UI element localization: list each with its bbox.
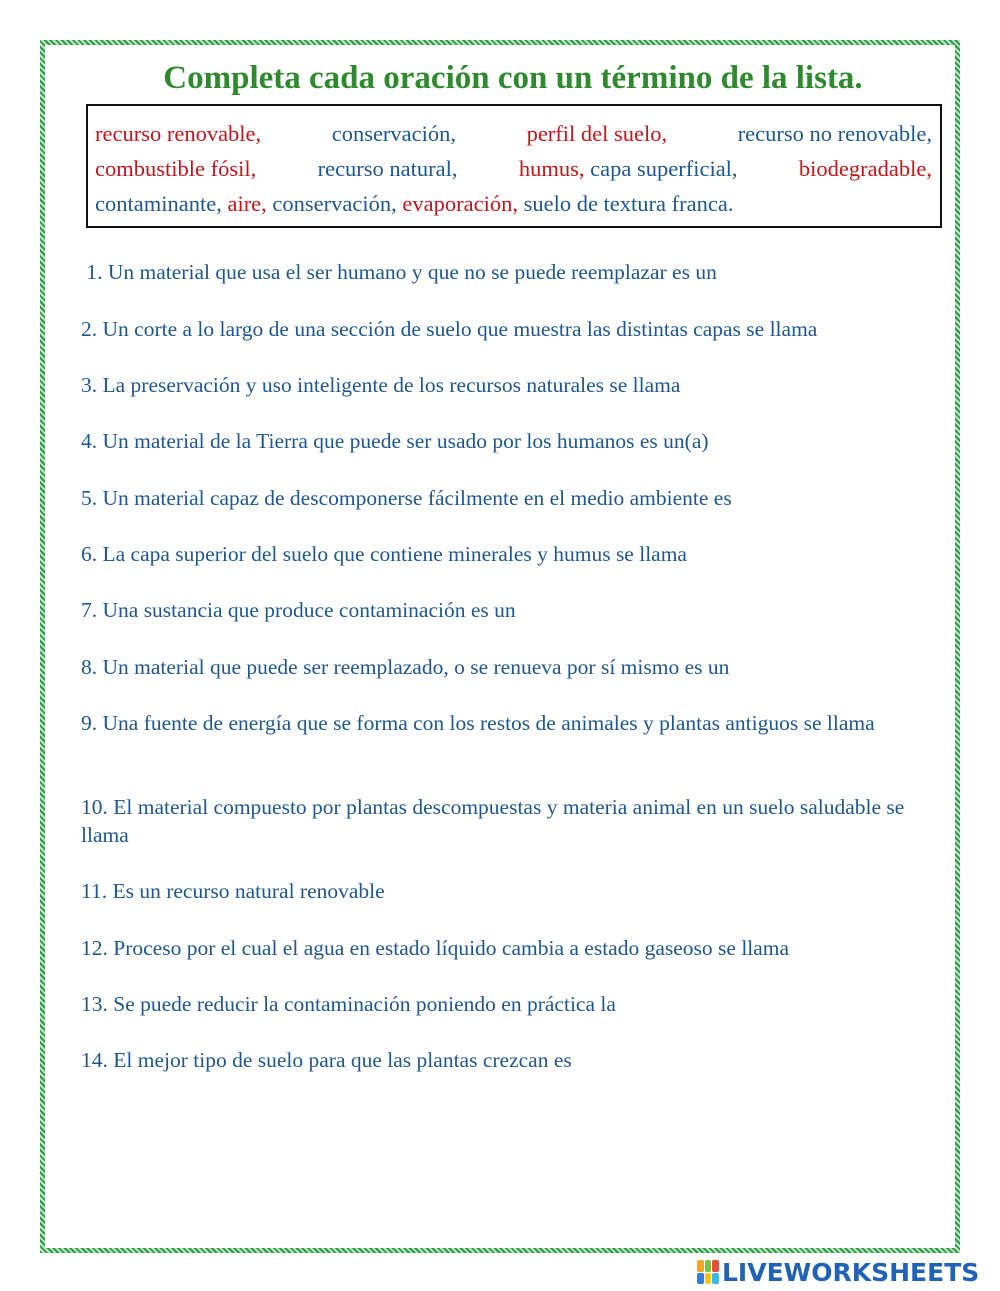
word-bank-line-2 (95, 151, 932, 186)
liveworksheets-brand (697, 1259, 979, 1285)
logo-tile (705, 1260, 712, 1272)
term-humus: humus, (518, 156, 585, 181)
question-5: 5. Un material capaz de descomponerse fácilmente en el medio ambiente es (81, 486, 732, 510)
question-10: 10. El material compuesto por plantas descompuestas y materia animal en un suelo saludable se llama (81, 795, 905, 847)
term-contaminante: contaminante, (95, 191, 222, 216)
logo-tile (712, 1273, 719, 1285)
question-12: 12. Proceso por el cual el agua en estado líquido cambia a estado gaseoso se llama (81, 936, 790, 960)
term-biodegradable: biodegradable, (798, 156, 932, 181)
term-perfil-del-suelo: perfil del suelo, (526, 121, 668, 146)
logo-text: LIVEWORKSHEETS (722, 1257, 980, 1287)
question-13: 13. Se puede reducir la contaminación poniendo en práctica la (81, 992, 616, 1016)
question-14: 14. El mejor tipo de suelo para que las plantas crezcan es (81, 1048, 572, 1072)
term-evaporacion: evaporación, (402, 191, 518, 216)
logo-tile (697, 1260, 704, 1272)
question-11: 11. Es un recurso natural renovable (81, 879, 385, 903)
question-6: 6. La capa superior del suelo que contiene minerales y humus se llama (81, 542, 687, 566)
term-combustible-fosil: combustible fósil, (95, 156, 257, 181)
term-recurso-renovable: recurso renovable, (95, 121, 262, 146)
term-recurso-natural: recurso natural, (317, 156, 458, 181)
word-bank-line-3 (95, 186, 932, 221)
word-bank (86, 104, 942, 228)
term-suelo-textura-franca: suelo de textura franca. (523, 191, 734, 216)
term-recurso-no-renovable: recurso no renovable, (737, 121, 932, 146)
logo-tile (705, 1273, 712, 1285)
logo-tile (697, 1273, 704, 1285)
question-3: 3. La preservación y uso inteligente de los recursos naturales se llama (81, 373, 681, 397)
question-1: 1. Un material que usa el ser humano y que no se puede reemplazar es un (81, 260, 717, 284)
liveworksheets-logo-icon (697, 1260, 719, 1284)
term-capa-superficial: capa superficial, (590, 156, 738, 181)
question-7: 7. Una sustancia que produce contaminación es un (81, 598, 516, 622)
term-aire: aire, (227, 191, 267, 216)
question-2: 2. Un corte a lo largo de una sección de suelo que muestra las distintas capas se llama (81, 317, 818, 341)
word-bank-line-1 (95, 116, 932, 151)
page-title: Completa cada oración con un término de la lista. (163, 60, 863, 96)
term-conservacion-2: conservación, (272, 191, 397, 216)
question-9: 9. Una fuente de energía que se forma con los restos de animales y plantas antiguos se llama (81, 711, 875, 735)
question-4: 4. Un material de la Tierra que puede ser usado por los humanos es un(a) (81, 429, 709, 453)
question-8: 8. Un material que puede ser reemplazado, o se renueva por sí mismo es un (81, 655, 730, 679)
term-group-humus-capa (519, 151, 738, 186)
logo-tile (712, 1260, 719, 1272)
term-conservacion: conservación, (331, 121, 457, 146)
